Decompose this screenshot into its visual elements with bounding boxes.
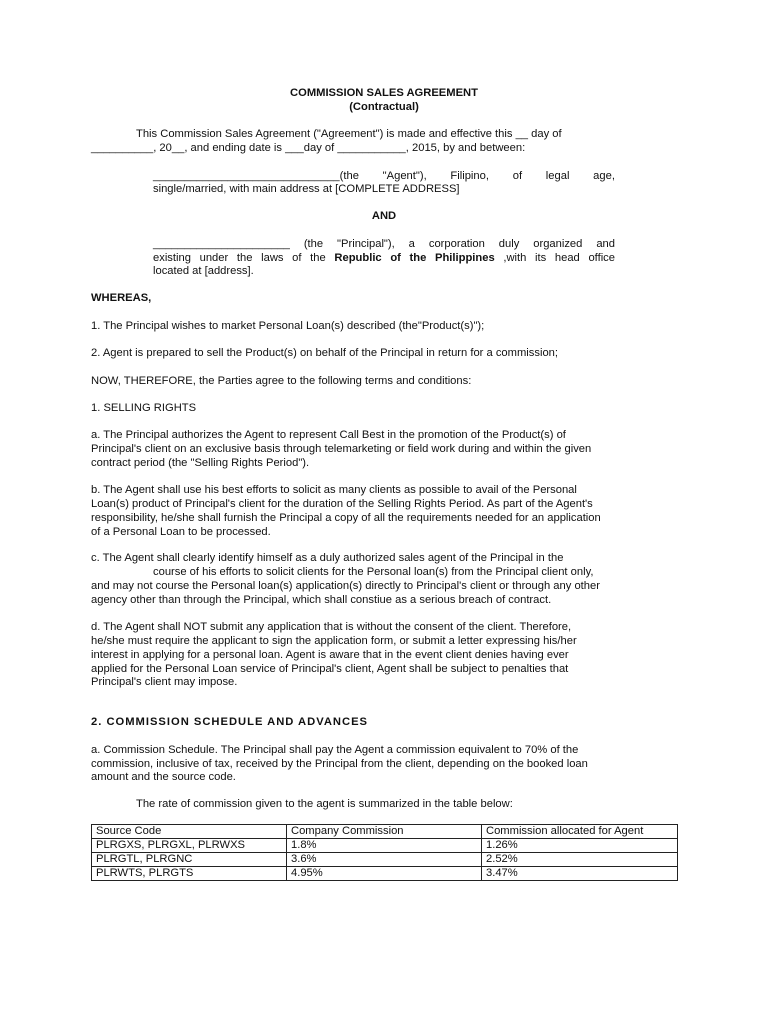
section-1a-line: Principal's client on an exclusive basis through telemarketing or field work during and within the given (91, 443, 592, 455)
section-1c-line: c. The Agent shall clearly identify himself as a duly authorized sales agent of the Principal in the (91, 552, 564, 564)
agent-party-line-1 (153, 170, 615, 184)
intro-line-2: __________, 20__, and ending date is ___day of ___________, 2015, by and between: (91, 142, 526, 154)
source-code-cell: PLRWTS, PLRGTS (92, 867, 287, 881)
company-commission-cell: 3.6% (287, 853, 482, 867)
table-row (92, 853, 678, 867)
section-1c-line: and may not course the Personal loan(s) application(s) directly to Principal's client or through any other (91, 580, 600, 592)
agent-token: age, (593, 170, 615, 182)
column-header: Company Commission (287, 825, 482, 839)
section-1d-line: applied for the Personal Loan service of Principal's client, Agent shall be subject to penalties that (91, 663, 569, 675)
principal-party-line-1: ______________________ (the "Principal"), a corporation duly organized and (153, 238, 615, 250)
source-code-cell: PLRGTL, PLRGNC (92, 853, 287, 867)
commission-rate-table (91, 824, 678, 881)
agent-commission-cell: 3.47% (482, 867, 678, 881)
company-commission-cell: 1.8% (287, 839, 482, 853)
principal-party-line-3: located at [address]. (153, 265, 254, 277)
section-1a-line: a. The Principal authorizes the Agent to represent Call Best in the promotion of the Product(s) of (91, 429, 566, 441)
table-row (92, 839, 678, 853)
section-1-heading: 1. SELLING RIGHTS (91, 402, 197, 414)
section-1d-line: d. The Agent shall NOT submit any application that is without the consent of the client. Therefore, (91, 621, 572, 633)
section-1b-line: of a Personal Loan to be processed. (91, 526, 271, 538)
section-2a-line: amount and the source code. (91, 771, 236, 783)
document-title: COMMISSION SALES AGREEMENT (290, 87, 478, 99)
intro-line-1: This Commission Sales Agreement ("Agreement") is made and effective this __ day of (136, 128, 562, 140)
section-2a-line: a. Commission Schedule. The Principal shall pay the Agent a commission equivalent to 70% of the (91, 744, 579, 756)
agent-name-blank: ______________________________(the (153, 170, 359, 182)
whereas-item-2: 2. Agent is prepared to sell the Product(s) on behalf of the Principal in return for a commission; (91, 347, 559, 359)
section-1d-line: interest in applying for a personal loan. Agent is aware that in the event client denies having ever (91, 649, 569, 661)
and-label: AND (371, 210, 397, 222)
source-code-cell: PLRGXS, PLRGXL, PLRWXS (92, 839, 287, 853)
whereas-heading: WHEREAS, (91, 292, 152, 304)
agent-token: legal (545, 170, 570, 182)
agent-party-line-2: single/married, with main address at [COMPLETE ADDRESS] (153, 183, 460, 195)
principal-party-line-2: existing under the laws of the Republic of the Philippines ,with its head office (153, 252, 615, 264)
agent-token: Filipino, (450, 170, 489, 182)
agent-commission-cell: 1.26% (482, 839, 678, 853)
table-row (92, 867, 678, 881)
now-therefore: NOW, THEREFORE, the Parties agree to the following terms and conditions: (91, 375, 472, 387)
section-1b-line: responsibility, he/she shall furnish the Principal a copy of all the requirements needed for an application (91, 512, 601, 524)
section-1d-line: he/she must require the applicant to sign the application form, or submit a letter expressing his/her (91, 635, 577, 647)
whereas-item-1: 1. The Principal wishes to market Personal Loan(s) described (the"Product(s)"); (91, 320, 485, 332)
section-2-heading: 2. COMMISSION SCHEDULE AND ADVANCES (91, 716, 368, 728)
company-commission-cell: 4.95% (287, 867, 482, 881)
section-1c-line: agency other than through the Principal, which shall constiue as a serious breach of contract. (91, 594, 552, 606)
agent-token: "Agent"), (382, 170, 427, 182)
agent-commission-cell: 2.52% (482, 853, 678, 867)
section-2a-line: commission, inclusive of tax, received by the Principal from the client, depending on the booked loan (91, 758, 588, 770)
section-1a-line: contract period (the "Selling Rights Period"). (91, 457, 310, 469)
section-1b-line: Loan(s) product of Principal's client for the duration of the Selling Rights Period. As part of the Agent's (91, 498, 593, 510)
column-header: Source Code (92, 825, 287, 839)
column-header: Commission allocated for Agent (482, 825, 678, 839)
document-subtitle: (Contractual) (349, 101, 419, 113)
section-1d-line: Principal's client may impose. (91, 676, 238, 688)
principal-jurisdiction: Republic of the Philippines (334, 252, 495, 264)
section-1c-line: course of his efforts to solicit clients for the Personal loan(s) from the Principal client only, (153, 566, 594, 578)
table-intro: The rate of commission given to the agent is summarized in the table below: (136, 798, 513, 810)
table-header-row (92, 825, 678, 839)
agent-token: of (512, 170, 523, 182)
section-1b-line: b. The Agent shall use his best efforts to solicit as many clients as possible to avail of the Personal (91, 484, 577, 496)
